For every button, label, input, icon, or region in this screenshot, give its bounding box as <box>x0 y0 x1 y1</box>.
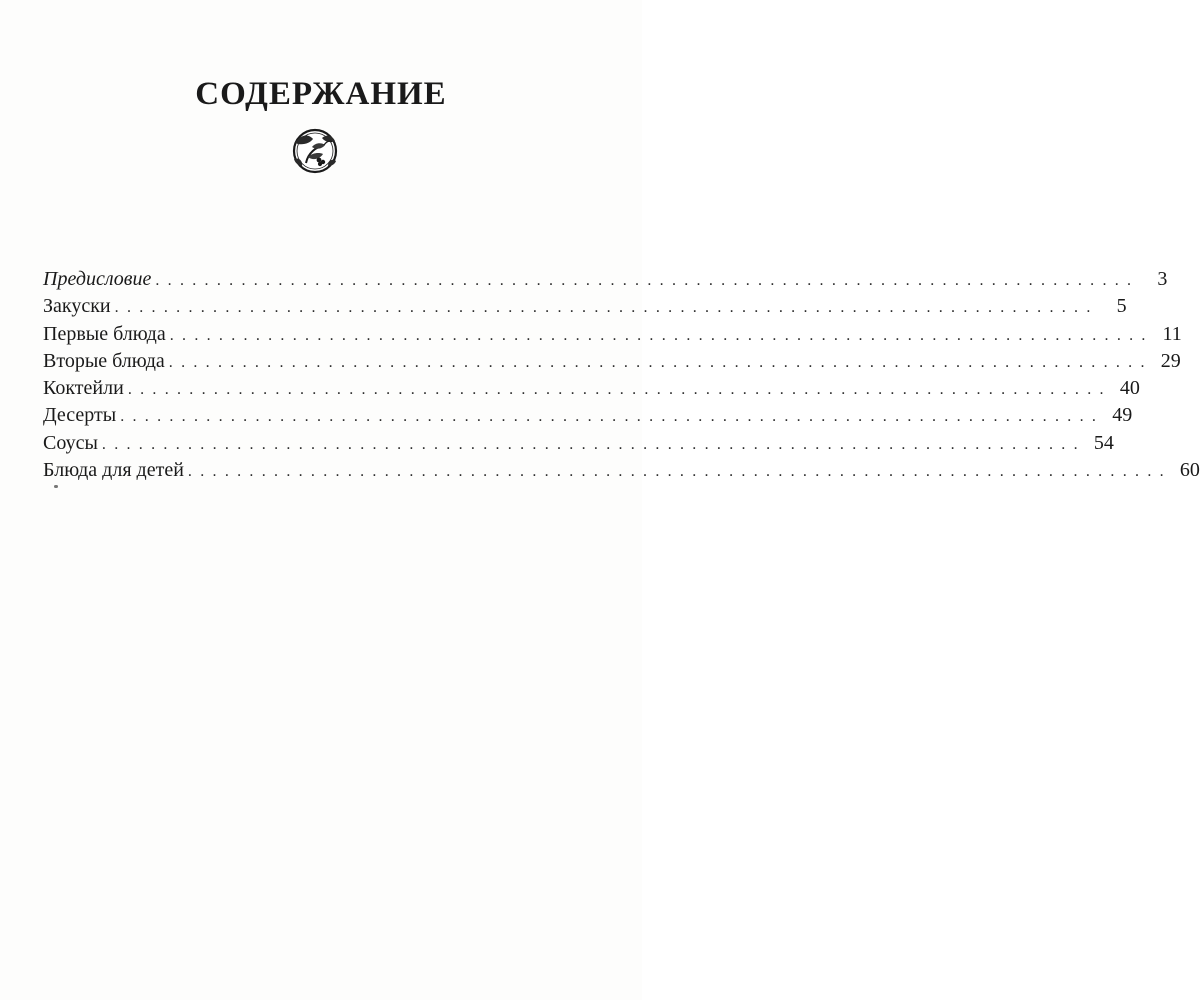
toc-dot-leader: ................................................................................ <box>187 463 1172 481</box>
toc-entry <box>43 321 1182 348</box>
toc-entry <box>43 375 1140 402</box>
toc-entry-label: Соусы <box>43 431 98 454</box>
toc-dot-leader: ................................................................................ <box>169 326 1154 344</box>
toc-entry-label: Предисловие <box>43 268 152 290</box>
toc-entry-label: Вторые блюда <box>43 349 165 372</box>
vine-leaf-medallion-icon <box>286 123 344 179</box>
toc-entry-label: Десерты <box>43 404 117 427</box>
toc-dot-leader: ................................................................................ <box>155 272 1140 289</box>
toc-entry-label: Блюда для детей <box>43 459 184 482</box>
print-speck <box>54 485 58 488</box>
toc-entry-label: Коктейли <box>43 377 124 400</box>
toc-entry <box>43 430 1114 457</box>
toc-entry <box>43 402 1133 429</box>
toc-entry <box>43 293 1127 320</box>
toc-entry-page-number: 60 <box>1179 459 1200 482</box>
toc-dot-leader: ................................................................................ <box>101 435 1086 453</box>
toc-entry-page-number: 40 <box>1119 377 1140 400</box>
toc-dot-leader: ................................................................................ <box>127 381 1112 399</box>
toc-entry <box>43 266 1168 293</box>
toc-entry-page-number: 5 <box>1116 295 1127 318</box>
toc-entry <box>43 348 1181 375</box>
toc-entry-page-number: 54 <box>1093 431 1114 454</box>
toc-entry-page-number: 3 <box>1157 268 1168 290</box>
toc-entry-page-number: 29 <box>1160 349 1181 372</box>
table-of-contents <box>43 266 1200 484</box>
toc-dot-leader: ................................................................................ <box>120 408 1105 426</box>
toc-entry-label: Первые блюда <box>43 322 166 345</box>
toc-dot-leader: ................................................................................ <box>168 353 1153 371</box>
toc-dot-leader: ................................................................................ <box>114 299 1099 317</box>
toc-entry <box>43 457 1200 484</box>
toc-entry-page-number: 49 <box>1112 404 1133 427</box>
toc-entry-label: Закуски <box>43 295 111 318</box>
page-title: СОДЕРЖАНИЕ <box>195 76 447 112</box>
toc-entry-page-number: 11 <box>1162 322 1182 345</box>
